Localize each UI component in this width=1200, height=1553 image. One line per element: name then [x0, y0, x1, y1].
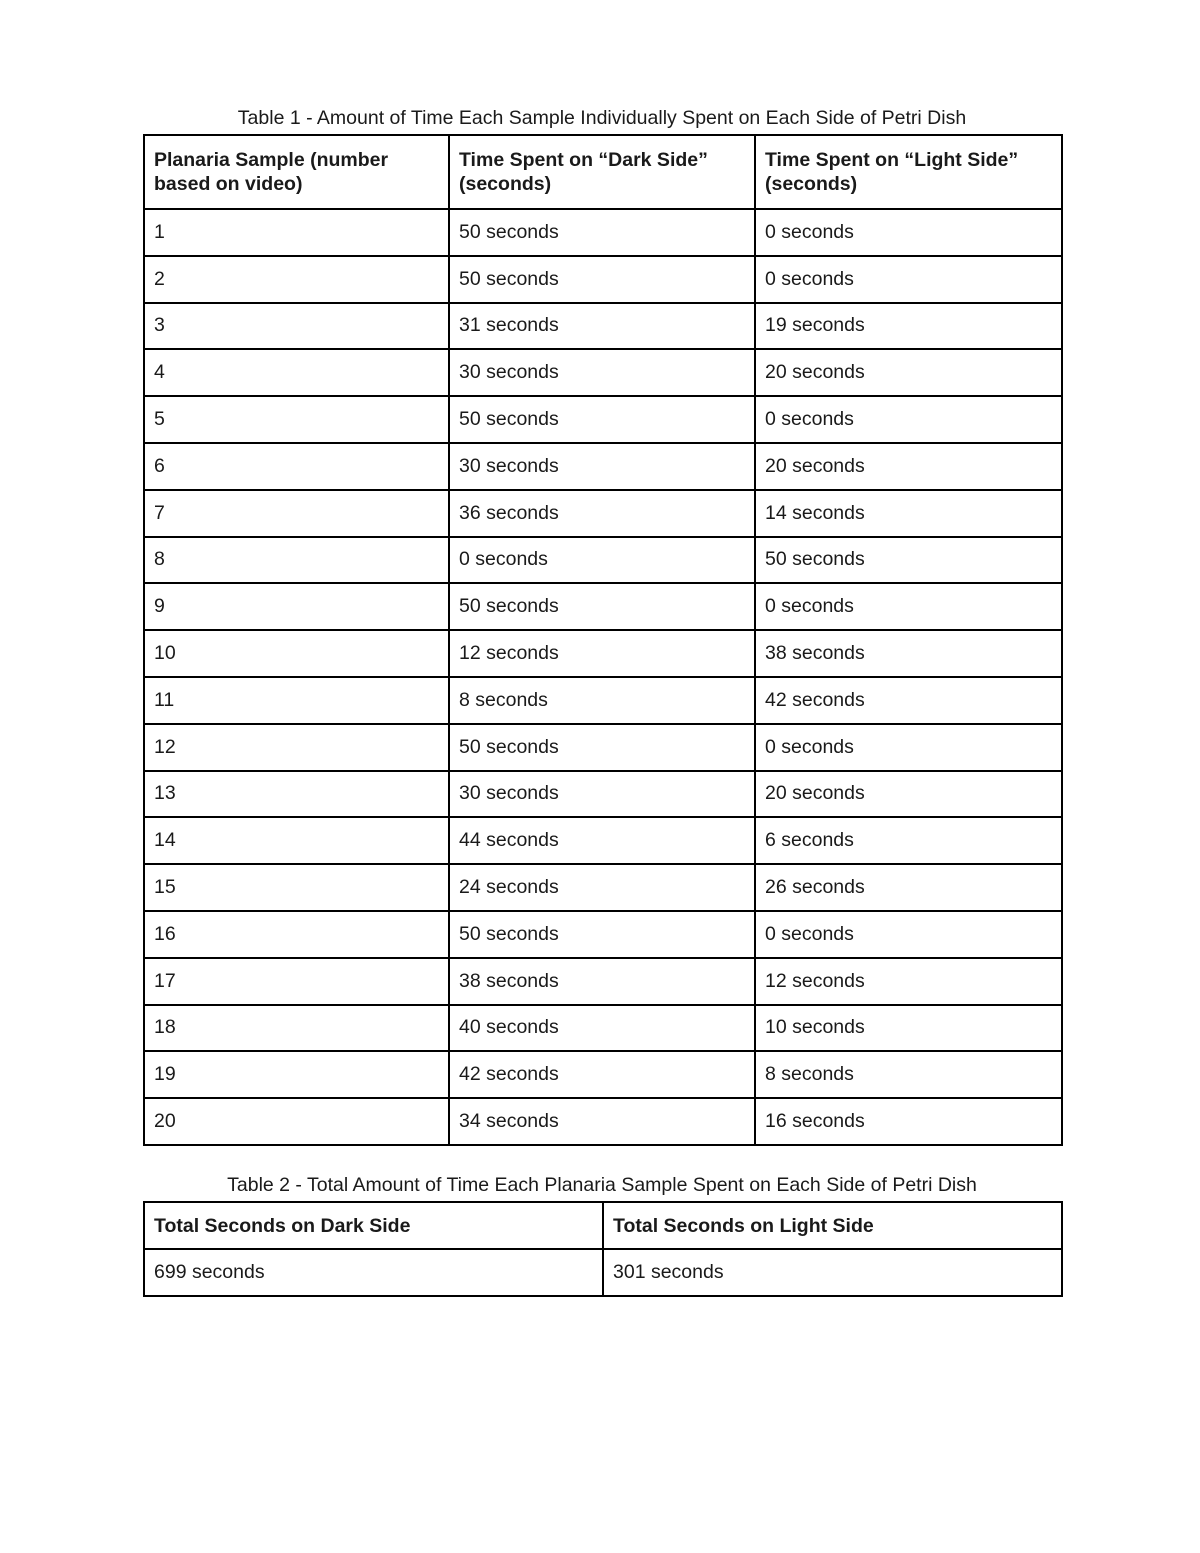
light-side-time-cell: 6 seconds	[755, 817, 1062, 864]
light-side-time-cell: 0 seconds	[755, 209, 1062, 256]
sample-number-cell: 15	[144, 864, 449, 911]
table-row	[144, 209, 1062, 256]
light-side-time-cell: 20 seconds	[755, 349, 1062, 396]
light-side-time-cell: 20 seconds	[755, 443, 1062, 490]
light-side-time-cell: 10 seconds	[755, 1005, 1062, 1052]
light-side-time-cell: 42 seconds	[755, 677, 1062, 724]
dark-side-time-cell: 50 seconds	[449, 256, 755, 303]
dark-side-time-cell: 30 seconds	[449, 349, 755, 396]
table-row	[144, 864, 1062, 911]
sample-number-cell: 11	[144, 677, 449, 724]
table-2-caption: Table 2 - Total Amount of Time Each Planaria Sample Spent on Each Side of Petri Dish	[227, 1174, 977, 1196]
table-row	[144, 724, 1062, 771]
sample-number-cell: 17	[144, 958, 449, 1005]
dark-side-time-cell: 40 seconds	[449, 1005, 755, 1052]
light-side-time-cell: 8 seconds	[755, 1051, 1062, 1098]
sample-number-cell: 18	[144, 1005, 449, 1052]
table-row	[144, 1051, 1062, 1098]
table-1-body	[144, 209, 1062, 1145]
table-row	[144, 1098, 1062, 1145]
light-side-time-cell: 0 seconds	[755, 396, 1062, 443]
dark-side-time-cell: 42 seconds	[449, 1051, 755, 1098]
dark-side-time-cell: 50 seconds	[449, 209, 755, 256]
table-row	[144, 349, 1062, 396]
table-row	[144, 817, 1062, 864]
table-row	[144, 443, 1062, 490]
header-total-light: Total Seconds on Light Side	[603, 1202, 1062, 1249]
sample-number-cell: 4	[144, 349, 449, 396]
dark-side-time-cell: 34 seconds	[449, 1098, 755, 1145]
header-total-dark: Total Seconds on Dark Side	[144, 1202, 603, 1249]
header-dark-side: Time Spent on “Dark Side” (seconds)	[449, 135, 755, 209]
sample-number-cell: 9	[144, 583, 449, 630]
table-row	[144, 396, 1062, 443]
dark-side-time-cell: 50 seconds	[449, 583, 755, 630]
dark-side-time-cell: 38 seconds	[449, 958, 755, 1005]
light-side-time-cell: 12 seconds	[755, 958, 1062, 1005]
dark-side-time-cell: 50 seconds	[449, 911, 755, 958]
light-side-time-cell: 14 seconds	[755, 490, 1062, 537]
dark-side-time-cell: 12 seconds	[449, 630, 755, 677]
sample-number-cell: 14	[144, 817, 449, 864]
table-row	[144, 537, 1062, 584]
table-row	[144, 490, 1062, 537]
sample-number-cell: 20	[144, 1098, 449, 1145]
light-side-time-cell: 0 seconds	[755, 911, 1062, 958]
light-side-time-cell: 0 seconds	[755, 256, 1062, 303]
table-row	[144, 256, 1062, 303]
dark-side-time-cell: 30 seconds	[449, 771, 755, 818]
sample-number-cell: 13	[144, 771, 449, 818]
light-side-time-cell: 26 seconds	[755, 864, 1062, 911]
dark-side-time-cell: 0 seconds	[449, 537, 755, 584]
table-2-totals	[143, 1201, 1063, 1297]
light-side-time-cell: 16 seconds	[755, 1098, 1062, 1145]
dark-side-time-cell: 30 seconds	[449, 443, 755, 490]
header-light-side: Time Spent on “Light Side” (seconds)	[755, 135, 1062, 209]
table-row	[144, 677, 1062, 724]
light-side-time-cell: 19 seconds	[755, 303, 1062, 350]
sample-number-cell: 7	[144, 490, 449, 537]
table-row	[144, 911, 1062, 958]
header-sample: Planaria Sample (number based on video)	[144, 135, 449, 209]
total-dark-cell: 699 seconds	[144, 1249, 603, 1296]
sample-number-cell: 5	[144, 396, 449, 443]
sample-number-cell: 19	[144, 1051, 449, 1098]
light-side-time-cell: 0 seconds	[755, 724, 1062, 771]
sample-number-cell: 12	[144, 724, 449, 771]
dark-side-time-cell: 50 seconds	[449, 396, 755, 443]
sample-number-cell: 2	[144, 256, 449, 303]
table-1-caption: Table 1 - Amount of Time Each Sample Individually Spent on Each Side of Petri Dish	[237, 107, 967, 129]
sample-number-cell: 1	[144, 209, 449, 256]
dark-side-time-cell: 31 seconds	[449, 303, 755, 350]
table-row	[144, 1005, 1062, 1052]
dark-side-time-cell: 36 seconds	[449, 490, 755, 537]
table-row	[144, 630, 1062, 677]
sample-number-cell: 6	[144, 443, 449, 490]
table-1-header-row	[144, 135, 1062, 209]
table-row	[144, 303, 1062, 350]
light-side-time-cell: 38 seconds	[755, 630, 1062, 677]
table-row	[144, 771, 1062, 818]
dark-side-time-cell: 50 seconds	[449, 724, 755, 771]
light-side-time-cell: 20 seconds	[755, 771, 1062, 818]
sample-number-cell: 8	[144, 537, 449, 584]
sample-number-cell: 3	[144, 303, 449, 350]
table-row	[144, 583, 1062, 630]
table-row	[144, 1249, 1062, 1296]
dark-side-time-cell: 44 seconds	[449, 817, 755, 864]
dark-side-time-cell: 8 seconds	[449, 677, 755, 724]
light-side-time-cell: 50 seconds	[755, 537, 1062, 584]
sample-number-cell: 10	[144, 630, 449, 677]
dark-side-time-cell: 24 seconds	[449, 864, 755, 911]
table-2-header-row	[144, 1202, 1062, 1249]
light-side-time-cell: 0 seconds	[755, 583, 1062, 630]
table-2-body	[144, 1249, 1062, 1296]
table-1-time-per-sample	[143, 134, 1063, 1146]
total-light-cell: 301 seconds	[603, 1249, 1062, 1296]
table-row	[144, 958, 1062, 1005]
sample-number-cell: 16	[144, 911, 449, 958]
